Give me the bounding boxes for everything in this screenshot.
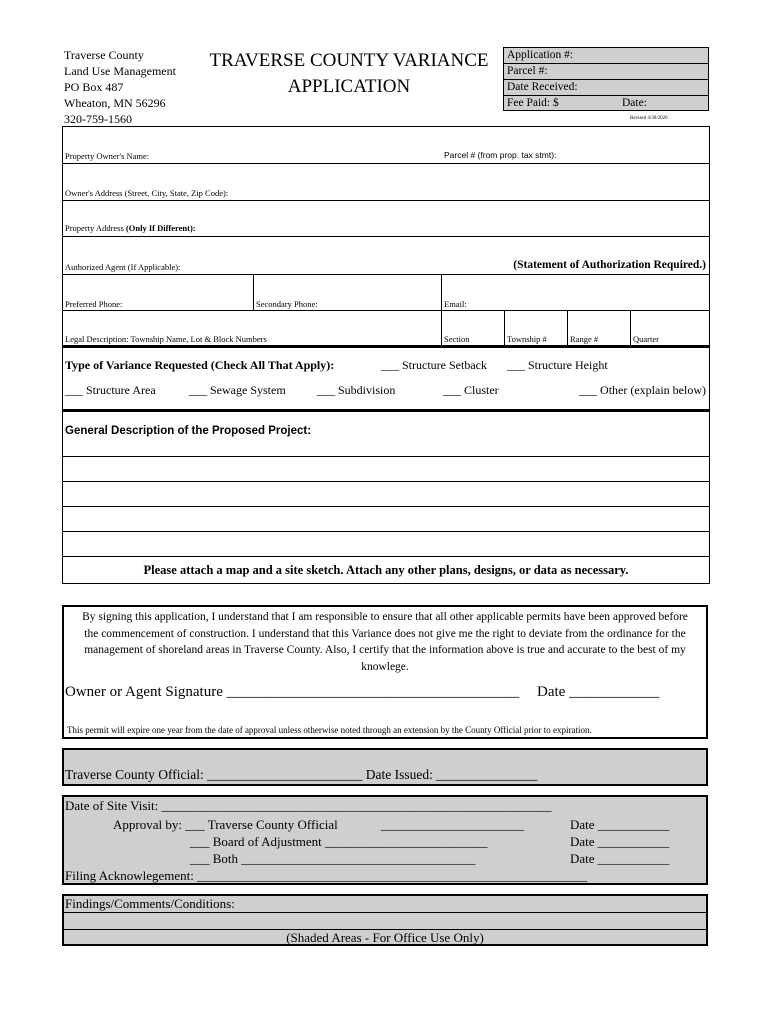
approval-both[interactable]: ___ Both ____________________________________ [190, 851, 476, 866]
title-line2: APPLICATION [287, 76, 411, 97]
variance-heading: Type of Variance Requested (Check All That Apply): [65, 358, 335, 372]
approval-section [62, 795, 708, 885]
signature-date[interactable]: Date ____________ [537, 684, 660, 700]
other-option[interactable]: ___ Other (explain below) [579, 383, 706, 397]
sewage-system-option[interactable]: ___ Sewage System [189, 383, 286, 397]
legal-row[interactable] [63, 311, 709, 348]
description-line[interactable] [63, 507, 709, 532]
address-line: Traverse County [64, 48, 144, 62]
cluster-option[interactable]: ___ Cluster [443, 383, 499, 397]
range-label: Range # [570, 334, 599, 344]
title-line1: TRAVERSE COUNTY VARIANCE [209, 50, 489, 71]
agent-label: Authorized Agent (If Applicable): [65, 262, 181, 272]
board-date[interactable]: Date ___________ [570, 834, 670, 849]
variance-type-row [63, 348, 709, 412]
filing-acknowledgement[interactable]: Filing Acknowlegement: ____________________________________________________________ [65, 868, 588, 883]
agent-row[interactable] [63, 237, 709, 275]
owner-name-label: Property Owner's Name: [65, 151, 150, 161]
applicant-form [62, 126, 710, 584]
revised-date: Revised 4/30/2020 [630, 116, 668, 121]
office-use-box [503, 47, 709, 111]
description-line[interactable] [63, 532, 709, 557]
owner-address-label: Owner's Address (Street, City, State, Zip Code): [65, 188, 229, 198]
township-label: Township # [507, 334, 547, 344]
date-received[interactable]: Date Received: [504, 80, 708, 96]
parcel-label: Parcel # (from prop. tax stmt): [444, 150, 557, 160]
parcel-number[interactable]: Parcel #: [504, 64, 708, 80]
authorization-note: (Statement of Authorization Required.) [513, 259, 706, 271]
description-line[interactable] [63, 457, 709, 482]
address-line: PO Box 487 [64, 80, 124, 94]
quarter-label: Quarter [633, 334, 659, 344]
subdivision-option[interactable]: ___ Subdivision [317, 383, 396, 397]
fee-paid: Fee Paid: $ [507, 97, 559, 109]
application-number[interactable]: Application #: [504, 48, 708, 64]
attach-row [63, 557, 709, 583]
fee-date: Date: [622, 97, 647, 109]
expiration-note: This permit will expire one year from the date of approval unless otherwise noted through an extension by the County Official prior to expiration. [67, 725, 592, 735]
official-line[interactable]: Traverse County Official: _______________________ Date Issued: _______________ [65, 767, 538, 782]
address-line: 320-759-1560 [64, 112, 132, 126]
owner-name-row[interactable] [63, 127, 709, 164]
approval-board[interactable]: ___ Board of Adjustment _________________________ [190, 834, 488, 849]
findings-label: Findings/Comments/Conditions: [64, 896, 706, 913]
official-section [62, 748, 708, 786]
description-line[interactable] [63, 482, 709, 507]
property-address-label: Property Address (Only If Different): [65, 223, 196, 233]
findings-section [62, 894, 708, 946]
owner-address-row[interactable] [63, 164, 709, 201]
attach-note: Please attach a map and a site sketch. Attach any other plans, designs, or data as necessary. [143, 563, 629, 577]
office-use-note: (Shaded Areas - For Office Use Only) [286, 930, 484, 945]
both-date[interactable]: Date ___________ [570, 851, 670, 866]
secondary-phone-label: Secondary Phone: [256, 299, 318, 309]
approval-county-official[interactable]: Approval by: ___ Traverse County Official [113, 817, 338, 832]
legal-description-label: Legal Description: Township Name, Lot & Block Numbers [65, 334, 267, 344]
address-line: Land Use Management [64, 64, 176, 78]
signature-line[interactable]: Owner or Agent Signature _______________________________________ [65, 684, 520, 700]
fee-paid-row[interactable] [504, 96, 708, 111]
description-heading: General Description of the Proposed Project: [65, 425, 312, 437]
county-address [64, 47, 176, 127]
structure-setback-option[interactable]: ___ Structure Setback [381, 358, 487, 372]
email-label: Email: [444, 299, 467, 309]
phone-row[interactable] [63, 275, 709, 311]
signature-section [62, 605, 708, 739]
structure-height-option[interactable]: ___ Structure Height [507, 358, 608, 372]
findings-line[interactable] [64, 913, 706, 930]
preferred-phone-label: Preferred Phone: [65, 299, 123, 309]
form-title [190, 48, 508, 100]
county-official-signature[interactable]: ______________________ [381, 817, 524, 832]
certification-statement: By signing this application, I understand that I am responsible to ensure that all other applicable permits have been approved before the commencement of construction. I understand that this Variance does not give me the right to deviate from the ordinance for the management of shoreland areas in Traverse County. Also, I certify that the information above is true and accurate to the best of my knowlege. [82, 611, 688, 673]
address-line: Wheaton, MN 56296 [64, 96, 166, 110]
site-visit-line[interactable]: Date of Site Visit: ____________________________________________________________ [65, 798, 552, 813]
description-heading-row[interactable] [63, 412, 709, 457]
property-address-row[interactable] [63, 201, 709, 237]
structure-area-option[interactable]: ___ Structure Area [65, 383, 156, 397]
section-label: Section [444, 334, 470, 344]
county-official-date[interactable]: Date ___________ [570, 817, 670, 832]
